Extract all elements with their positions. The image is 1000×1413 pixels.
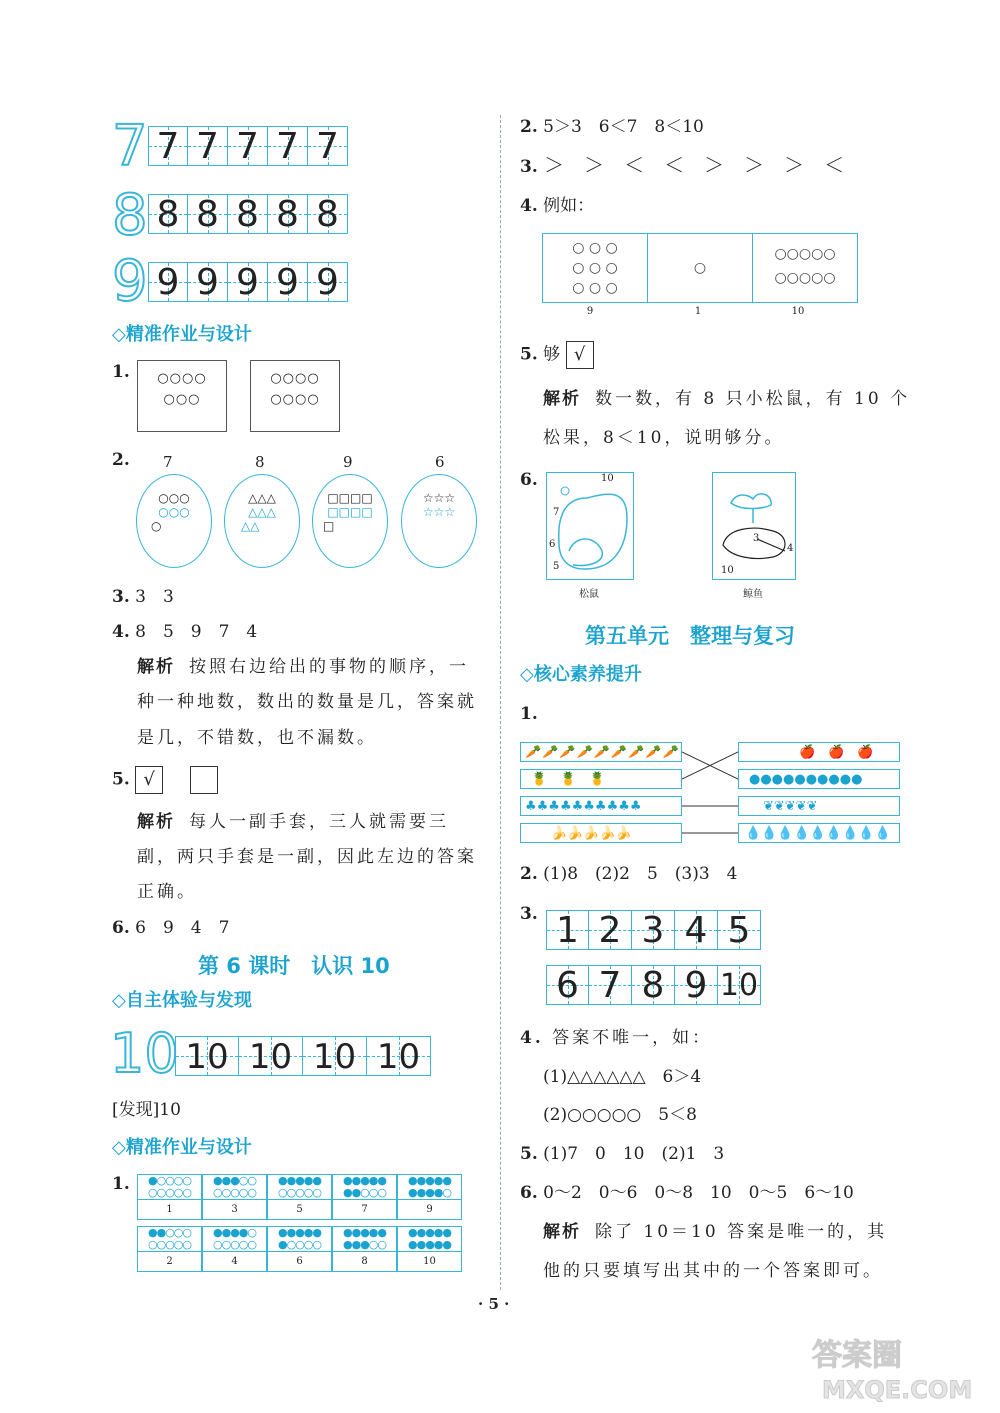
matching-exercise <box>520 742 900 842</box>
frame-dots: ●○○○○ ○○○○○ <box>138 1175 201 1200</box>
answer-line: 2. 5＞3 6＜7 8＜10 <box>520 117 704 137</box>
ten-frame <box>267 1226 332 1272</box>
analysis-line: 解析 数一数，有 8 只小松鼠，有 10 个 <box>543 389 911 409</box>
dot-box-2 <box>250 360 340 432</box>
grid-cell: 9 <box>148 262 188 302</box>
grid-cell: 7 <box>148 126 188 166</box>
whale-icon <box>713 473 795 579</box>
dot-row: ○○○ <box>163 392 201 407</box>
empty-box <box>190 766 218 794</box>
grid-cell: 9 <box>188 262 228 302</box>
card-label: 10 <box>791 306 805 317</box>
whale-picture <box>712 472 796 580</box>
writing-grid-10 <box>175 1036 431 1076</box>
frame-label: 4 <box>231 1256 238 1267</box>
ten-frame <box>202 1226 267 1272</box>
page-number: · 5 · <box>478 1295 510 1313</box>
analysis-line: 种一种地数，数出的数量是几，答案就 <box>137 692 477 712</box>
ten-frame <box>397 1174 462 1220</box>
frame-dots: ●●●●● ●●○○○ <box>333 1175 396 1200</box>
analysis-line: 解析 按照右边给出的事物的顺序，一 <box>137 657 469 677</box>
grid-cell: 7 <box>268 126 308 166</box>
trace-digit-10: 10 <box>110 1022 179 1085</box>
frame-label: 6 <box>296 1256 303 1267</box>
answer-line: 6. 6 9 4 7 <box>112 918 230 938</box>
answer-line: 5. √ <box>112 766 218 794</box>
frame-label: 7 <box>361 1204 368 1215</box>
ten-frame <box>202 1174 267 1220</box>
grid-cell: 10 <box>367 1036 431 1076</box>
lesson-title: 第 6 课时 认识 10 <box>198 954 390 978</box>
frame-label: 1 <box>166 1204 173 1215</box>
shape-row: ☆☆☆ <box>422 505 456 519</box>
grid-cell: 9 <box>308 262 348 302</box>
dot-number: 3 <box>753 533 760 544</box>
analysis-line: 解析 每人一副手套，三人就需要三 <box>137 812 449 832</box>
shape-row: ☆☆☆ <box>422 491 456 505</box>
frame-dots: ●●●●● ●●●●○ <box>398 1175 461 1200</box>
section-heading: ◇精准作业与设计 <box>112 324 252 345</box>
analysis-line: 是几，不错数，也不漏数。 <box>137 728 377 748</box>
banana-row-icon: 🍌🍌🍌🍌🍌 <box>520 823 682 843</box>
analysis-line: 正确。 <box>137 882 197 902</box>
writing-grid-8 <box>148 194 348 234</box>
grid-cell: 9 <box>268 262 308 302</box>
answer-line: 4. 8 5 9 7 4 <box>112 622 258 642</box>
card-label: 1 <box>694 306 702 317</box>
ten-frame <box>397 1226 462 1272</box>
discovery-text: [发现]10 <box>112 1100 181 1120</box>
writing-grid-6-10 <box>546 965 761 1005</box>
question-number: 3. <box>520 904 538 924</box>
melon-row-icon: ●●●●●●●●●● <box>738 769 900 789</box>
dot-card-1: ○ <box>648 234 753 302</box>
frame-dots: ●●○○○ ○○○○○ <box>138 1227 201 1252</box>
question-number: 1. <box>112 1174 130 1194</box>
writing-grid-9 <box>148 262 348 302</box>
frame-label: 9 <box>426 1204 433 1215</box>
apple-row-icon: 🍎 🍎 🍎 <box>738 742 900 762</box>
carrot-row-icon: 🥕🥕🥕🥕🥕🥕🥕🥕🥕 <box>520 742 682 762</box>
grid-cell: 7 <box>308 126 348 166</box>
question-number: 1. <box>112 362 130 382</box>
dot-card-panel <box>542 233 858 303</box>
column-divider <box>500 115 501 1290</box>
answer-line: 5. (1)7 0 10 (2)1 3 <box>520 1144 725 1164</box>
dot-number: 5 <box>553 561 560 572</box>
grid-cell: 10 <box>175 1036 239 1076</box>
shape-row: △△△ <box>248 505 276 519</box>
grid-cell: 8 <box>268 194 308 234</box>
dot-row: ○○○○ <box>270 392 320 407</box>
frame-label: 2 <box>166 1256 173 1267</box>
dot-number: 10 <box>601 473 614 484</box>
answer-line: 3. ＞ ＞ ＜ ＜ ＞ ＞ ＞ ＜ <box>520 153 845 177</box>
frame-dots: ●●●○○ ○○○○○ <box>203 1175 266 1200</box>
frame-dots: ●●●●● ●●●●● <box>398 1227 461 1252</box>
question-number: 2. <box>112 450 130 470</box>
shape-row: ○○○ <box>158 505 190 519</box>
answer-line: 4. 答案不唯一，如： <box>520 1028 713 1048</box>
trace-digit-8: 8 <box>112 183 148 248</box>
pineapple-row-icon: 🍍 🍍 🍍 <box>520 769 682 789</box>
grid-cell: 1 <box>546 910 589 950</box>
analysis-line: 解析 除了 10＝10 答案是唯一的，其 <box>543 1222 888 1242</box>
grid-cell: 9 <box>675 965 718 1005</box>
section-heading: ◇精准作业与设计 <box>112 1137 252 1158</box>
oval <box>224 474 300 568</box>
grid-cell: 8 <box>632 965 675 1005</box>
leaf-row-icon: ❦❦❦❦❦ <box>738 796 900 816</box>
ten-frame <box>332 1226 397 1272</box>
grid-cell: 3 <box>632 910 675 950</box>
section-heading: ◇自主体验与发现 <box>112 990 252 1011</box>
ten-frame <box>267 1174 332 1220</box>
dot-box-1 <box>137 360 227 432</box>
dot-number: 7 <box>553 507 560 518</box>
grid-cell: 2 <box>589 910 632 950</box>
ten-frame <box>137 1226 202 1272</box>
card-label: 9 <box>586 306 594 317</box>
oval-label: 7 <box>163 453 173 471</box>
oval-label: 8 <box>255 453 265 471</box>
grid-cell: 7 <box>228 126 268 166</box>
check-box: √ <box>566 341 594 369</box>
analysis-line: 松果，8＜10，说明够分。 <box>543 428 785 448</box>
shape-row: △△ <box>241 519 260 533</box>
answer-line: 6. 0～2 0～6 0～8 10 0～5 6～10 <box>520 1183 854 1203</box>
shape-row: □□□□ <box>327 505 373 519</box>
frame-dots: ●●●●● ●○○○○ <box>268 1227 331 1252</box>
grid-cell: 5 <box>718 910 761 950</box>
picture-caption: 松鼠 <box>579 589 599 600</box>
oval <box>136 474 212 568</box>
shape-row: △△△ <box>248 491 276 505</box>
grid-cell: 7 <box>589 965 632 1005</box>
tree-row-icon: ♣♣♣♣♣♣♣♣♣♣ <box>520 796 682 816</box>
answer-line: 2. (1)8 (2)2 5 (3)3 4 <box>520 864 738 884</box>
oval-label: 6 <box>435 453 445 471</box>
trace-digit-7: 7 <box>112 114 148 179</box>
shape-row: ○○○ <box>158 491 190 505</box>
analysis-line: 他的只要填写出其中的一个答案即可。 <box>543 1261 883 1281</box>
analysis-line: 副，两只手套是一副，因此左边的答案 <box>137 847 477 867</box>
dot-number: 10 <box>721 565 734 576</box>
squirrel-icon <box>547 473 633 579</box>
frame-label: 5 <box>296 1204 303 1215</box>
frame-dots: ●●●●● ●●●○○ <box>333 1227 396 1252</box>
shape-row: □□□□ <box>327 491 373 505</box>
squirrel-picture <box>546 472 634 580</box>
check-box: √ <box>135 766 163 794</box>
frame-dots: ●●●●● ○○○○○ <box>268 1175 331 1200</box>
grid-cell: 6 <box>546 965 589 1005</box>
answer-line: 4. 例如： <box>520 196 595 216</box>
grid-cell: 10 <box>718 965 761 1005</box>
ten-frame <box>332 1174 397 1220</box>
dot-card-10: ○○○○○ ○○○○○ <box>774 246 836 286</box>
unit-title: 第五单元 整理与复习 <box>585 624 795 648</box>
frame-label: 8 <box>361 1256 368 1267</box>
shape-row: □ <box>323 519 335 533</box>
answer-line: 5. 够 √ <box>520 341 594 369</box>
dot-number: 4 <box>787 543 794 554</box>
dot-card-9: ○ ○ ○ ○ ○ ○ ○ ○ ○ <box>543 234 648 302</box>
picture-caption: 鲸鱼 <box>743 589 763 600</box>
grid-cell: 8 <box>308 194 348 234</box>
section-heading: ◇核心素养提升 <box>520 664 642 685</box>
question-number: 6. <box>520 470 538 490</box>
oval-label: 9 <box>343 453 353 471</box>
watermark-logo: 答案圈 <box>812 1338 902 1373</box>
answer-line: 3. 3 3 <box>112 587 174 607</box>
oval <box>312 474 388 568</box>
grid-cell: 8 <box>228 194 268 234</box>
frame-label: 3 <box>231 1204 238 1215</box>
dot-row: ○○○○ <box>157 371 207 386</box>
grid-cell: 9 <box>228 262 268 302</box>
shape-row: ○ <box>151 519 162 533</box>
grid-cell: 10 <box>239 1036 303 1076</box>
drop-row-icon: 💧💧💧💧💧💧💧💧💧 <box>738 823 900 843</box>
oval <box>401 474 477 568</box>
writing-grid-1-5 <box>546 910 761 950</box>
dot-row: ○○○○ <box>270 371 320 386</box>
frame-label: 10 <box>423 1256 436 1267</box>
answer-line: (1)△△△△△△ 6＞4 <box>543 1067 702 1087</box>
grid-cell: 7 <box>188 126 228 166</box>
grid-cell: 8 <box>188 194 228 234</box>
watermark-text: MXQE.COM <box>822 1376 973 1404</box>
ten-frame <box>137 1174 202 1220</box>
grid-cell: 10 <box>303 1036 367 1076</box>
answer-line: (2)○○○○○ 5＜8 <box>543 1105 697 1125</box>
question-number: 1. <box>520 704 538 724</box>
grid-cell: 4 <box>675 910 718 950</box>
frame-dots: ●●●●○ ○○○○○ <box>203 1227 266 1252</box>
writing-grid-7 <box>148 126 348 166</box>
grid-cell: 8 <box>148 194 188 234</box>
dot-number: 6 <box>549 539 556 550</box>
trace-digit-9: 9 <box>112 249 148 314</box>
matching-lines <box>682 742 738 844</box>
